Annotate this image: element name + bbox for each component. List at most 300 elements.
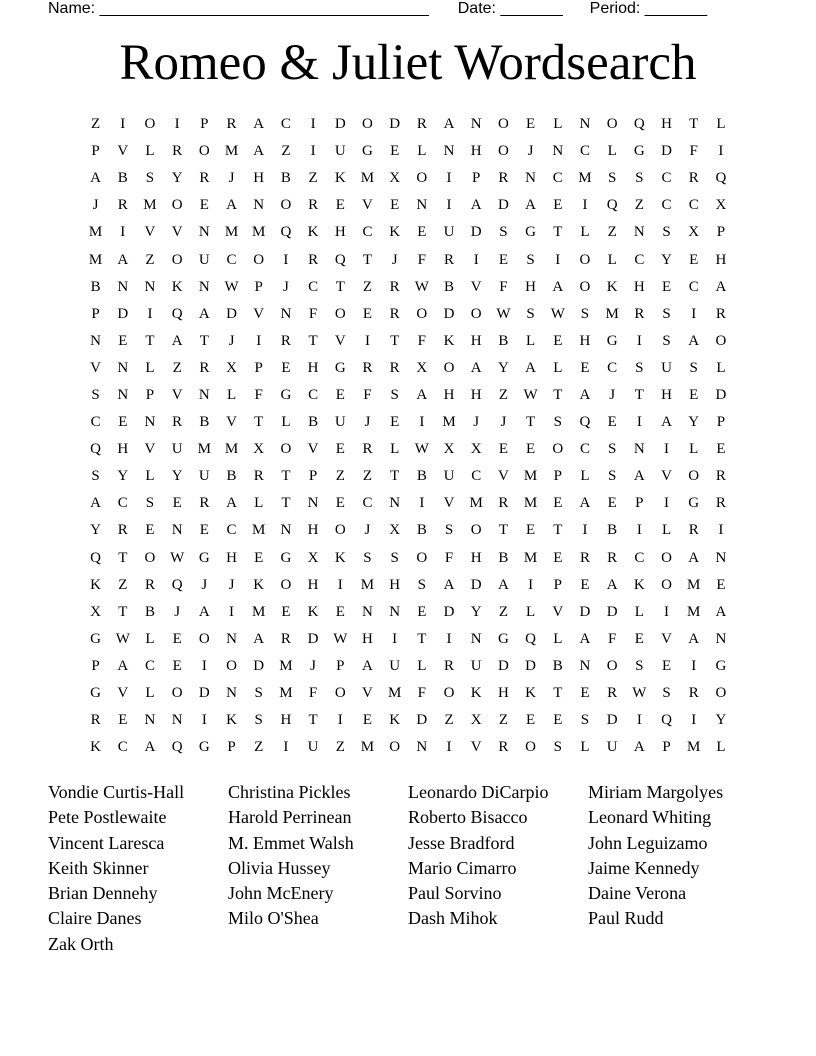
grid-letter: I — [337, 712, 343, 729]
grid-letter: L — [689, 441, 699, 458]
grid-letter: I — [310, 143, 316, 160]
grid-letter: V — [334, 332, 346, 349]
grid-letter: F — [417, 685, 427, 702]
grid-letter: T — [553, 522, 563, 539]
grid-row — [82, 517, 735, 544]
grid-letter: Q — [171, 739, 183, 756]
grid-letter: T — [199, 332, 209, 349]
grid-letter: H — [443, 386, 455, 403]
grid-letter: B — [498, 549, 509, 566]
grid-letter: L — [716, 359, 726, 376]
grid-letter: P — [336, 657, 345, 674]
grid-letter: D — [525, 657, 537, 674]
grid-letter: G — [280, 386, 292, 403]
grid-letter: W — [414, 441, 429, 458]
grid-letter: E — [118, 332, 128, 349]
word-list-item: Olivia Hussey — [228, 857, 331, 878]
grid-letter: I — [446, 739, 452, 756]
grid-letter: G — [497, 630, 509, 647]
grid-letter: R — [715, 305, 726, 322]
grid-letter: C — [362, 224, 373, 241]
grid-letter: O — [226, 657, 237, 674]
grid-letter: E — [390, 414, 400, 431]
word-list-item: Claire Danes — [48, 908, 142, 929]
grid-letter: T — [308, 332, 318, 349]
grid-letter: U — [389, 657, 401, 674]
grid-letter: Z — [498, 712, 508, 729]
grid-letter: J — [228, 576, 235, 593]
grid-letter: L — [580, 224, 590, 241]
grid-letter: M — [687, 739, 701, 756]
grid-letter: X — [715, 197, 727, 214]
grid-letter: S — [363, 549, 372, 566]
grid-letter: H — [307, 522, 319, 539]
grid-letter: T — [335, 278, 345, 295]
word-list-item: Dash Mihok — [408, 908, 498, 929]
grid-letter: S — [580, 712, 590, 729]
grid-letter: E — [689, 251, 699, 268]
grid-letter: H — [226, 549, 237, 566]
grid-letter: A — [688, 549, 700, 566]
grid-letter: F — [254, 386, 263, 403]
grid-letter: A — [117, 251, 129, 268]
grid-letter: R — [144, 576, 155, 593]
grid-letter: E — [335, 386, 345, 403]
grid-letter: H — [661, 386, 672, 403]
grid-row — [82, 572, 735, 599]
grid-letter: O — [470, 522, 482, 539]
grid-letter: O — [715, 685, 727, 702]
grid-letter: I — [664, 603, 670, 620]
grid-letter: Z — [145, 251, 155, 268]
grid-letter: E — [526, 712, 536, 729]
grid-letter: M — [224, 143, 239, 160]
grid-letter: S — [417, 576, 427, 593]
grid-letter: U — [307, 739, 319, 756]
grid-letter: D — [307, 630, 319, 647]
grid-row — [82, 355, 735, 382]
grid-letter: A — [226, 495, 237, 512]
grid-letter: K — [334, 549, 346, 566]
grid-letter: T — [145, 332, 155, 349]
grid-letter: R — [308, 251, 319, 268]
grid-letter: I — [419, 414, 425, 431]
grid-letter: E — [580, 576, 590, 593]
grid-letter: H — [362, 630, 373, 647]
grid-row — [82, 734, 735, 761]
grid-letter: L — [145, 359, 155, 376]
grid-letter: N — [171, 712, 183, 729]
word-list-item: John McEnery — [228, 883, 334, 904]
grid-letter: X — [389, 522, 401, 539]
grid-letter: T — [553, 685, 563, 702]
grid-row — [82, 328, 735, 355]
grid-letter: L — [145, 143, 155, 160]
grid-letter: I — [283, 251, 289, 268]
grid-letter: M — [279, 657, 293, 674]
grid-letter: E — [526, 116, 536, 133]
grid-letter: T — [417, 630, 427, 647]
grid-letter: L — [281, 414, 291, 431]
grid-letter: O — [688, 468, 700, 485]
grid-letter: O — [606, 657, 618, 674]
grid-letter: V — [661, 630, 672, 647]
grid-letter: D — [443, 305, 455, 322]
grid-row — [82, 246, 735, 273]
grid-letter: C — [226, 251, 237, 268]
grid-letter: N — [253, 197, 265, 214]
grid-letter: M — [224, 224, 239, 241]
grid-letter: Z — [498, 386, 508, 403]
grid-letter: O — [443, 685, 455, 702]
word-list-item: Miriam Margolyes — [588, 782, 724, 802]
grid-letter: I — [201, 657, 207, 674]
grid-letter: O — [443, 359, 455, 376]
grid-letter: W — [550, 305, 565, 322]
grid-letter: Y — [715, 712, 727, 729]
grid-letter: P — [635, 495, 644, 512]
grid-letter: A — [579, 495, 591, 512]
grid-letter: A — [416, 386, 428, 403]
grid-letter: C — [90, 414, 101, 431]
grid-letter: D — [606, 712, 618, 729]
grid-letter: N — [470, 116, 482, 133]
grid-letter: A — [253, 143, 265, 160]
grid-letter: R — [688, 685, 699, 702]
grid-letter: N — [117, 386, 129, 403]
word-list-item: Leonard Whiting — [588, 807, 712, 828]
grid-letter: A — [253, 630, 265, 647]
word-list-item: Leonardo DiCarpio — [408, 782, 549, 802]
grid-letter: I — [446, 197, 452, 214]
grid-letter: E — [199, 197, 209, 214]
grid-letter: E — [362, 305, 373, 322]
grid-letter: T — [362, 251, 373, 268]
grid-letter: R — [498, 170, 509, 187]
grid-letter: E — [417, 603, 427, 620]
grid-letter: S — [499, 224, 508, 241]
grid-letter: E — [172, 495, 182, 512]
grid-letter: A — [443, 576, 455, 593]
word-list — [48, 780, 788, 957]
grid-letter: I — [473, 251, 479, 268]
grid-letter: T — [526, 414, 536, 431]
grid-letter: W — [523, 386, 538, 403]
grid-letter: B — [444, 278, 455, 295]
grid-letter: U — [606, 739, 618, 756]
grid-letter: I — [691, 657, 697, 674]
grid-letter: V — [443, 495, 455, 512]
grid-letter: A — [497, 576, 509, 593]
grid-letter: X — [253, 441, 265, 458]
grid-letter: Q — [525, 630, 537, 647]
grid-letter: V — [117, 685, 129, 702]
grid-letter: A — [198, 603, 210, 620]
grid-letter: E — [716, 441, 726, 458]
grid-letter: N — [307, 495, 319, 512]
grid-letter: D — [579, 603, 591, 620]
date-label: Date: — [457, 0, 496, 17]
grid-letter: M — [523, 495, 538, 512]
grid-letter: D — [253, 657, 265, 674]
grid-letter: Q — [90, 549, 102, 566]
grid-letter: U — [198, 251, 210, 268]
word-list-item — [408, 932, 588, 957]
grid-letter: X — [90, 603, 102, 620]
grid-letter: D — [389, 116, 401, 133]
grid-letter: N — [389, 495, 401, 512]
grid-letter: U — [171, 441, 183, 458]
grid-letter: T — [254, 414, 264, 431]
grid-letter: O — [525, 739, 537, 756]
grid-letter: O — [280, 197, 292, 214]
grid-letter: A — [552, 278, 564, 295]
grid-letter: K — [171, 278, 183, 295]
grid-letter: I — [636, 712, 642, 729]
grid-row — [82, 409, 735, 436]
grid-letter: R — [172, 414, 183, 431]
grid-letter: P — [662, 739, 671, 756]
grid-letter: G — [280, 549, 292, 566]
grid-letter: M — [360, 170, 375, 187]
grid-letter: J — [500, 414, 507, 431]
grid-letter: P — [553, 468, 562, 485]
grid-letter: R — [444, 657, 455, 674]
grid-letter: O — [334, 522, 346, 539]
grid-letter: V — [470, 739, 482, 756]
grid-letter: Y — [470, 603, 482, 620]
grid-letter: R — [199, 359, 210, 376]
grid-letter: O — [171, 197, 183, 214]
grid-letter: X — [226, 359, 237, 376]
grid-letter: E — [526, 522, 536, 539]
grid-letter: I — [446, 630, 452, 647]
grid-letter: V — [470, 278, 482, 295]
grid-letter: T — [689, 116, 699, 133]
grid-letter: R — [226, 116, 237, 133]
grid-letter: O — [715, 332, 727, 349]
grid-letter: H — [470, 386, 482, 403]
grid-letter: S — [662, 332, 671, 349]
grid-letter: U — [334, 143, 346, 160]
grid-letter: N — [280, 522, 292, 539]
grid-letter: Q — [280, 224, 292, 241]
grid-letter: Q — [661, 712, 672, 729]
grid-letter: P — [716, 414, 726, 431]
grid-letter: L — [226, 386, 237, 403]
grid-letter: A — [633, 468, 645, 485]
grid-letter: C — [144, 657, 155, 674]
grid-letter: R — [498, 739, 509, 756]
grid-letter: E — [172, 630, 182, 647]
grid-letter: D — [661, 143, 672, 160]
grid-letter: D — [497, 657, 509, 674]
word-list-item — [588, 932, 768, 957]
name-blank: _____________________________________ — [99, 0, 429, 17]
grid-letter: R — [634, 305, 645, 322]
grid-letter: P — [145, 386, 155, 403]
grid-letter: L — [553, 116, 563, 133]
grid-letter: N — [226, 630, 237, 647]
grid-letter: S — [91, 386, 100, 403]
grid-letter: V — [552, 603, 564, 620]
grid-letter: A — [226, 197, 237, 214]
grid-letter: D — [470, 224, 482, 241]
grid-letter: R — [389, 305, 400, 322]
grid-letter: H — [307, 359, 319, 376]
grid-letter: L — [417, 143, 427, 160]
grid-letter: E — [335, 441, 345, 458]
grid-letter: Y — [497, 359, 509, 376]
grid-letter: L — [580, 739, 590, 756]
grid-letter: I — [201, 712, 207, 729]
grid-letter: N — [171, 522, 183, 539]
grid-letter: U — [661, 359, 672, 376]
grid-letter: E — [390, 197, 400, 214]
grid-letter: N — [633, 441, 645, 458]
grid-letter: J — [174, 603, 181, 620]
grid-letter: Y — [661, 251, 672, 268]
grid-letter: Q — [171, 305, 183, 322]
grid-letter: G — [198, 549, 210, 566]
grid-letter: L — [145, 468, 155, 485]
grid-letter: S — [145, 170, 155, 187]
grid-letter: I — [555, 251, 561, 268]
grid-letter: L — [634, 603, 644, 620]
grid-letter: L — [526, 332, 536, 349]
grid-letter: Z — [308, 170, 318, 187]
grid-letter: A — [117, 657, 129, 674]
grid-letter: U — [470, 657, 482, 674]
grid-letter: J — [391, 251, 398, 268]
grid-letter: E — [362, 712, 373, 729]
grid-letter: F — [444, 549, 454, 566]
grid-letter: Z — [118, 576, 128, 593]
grid-letter: G — [198, 739, 210, 756]
grid-letter: O — [144, 549, 156, 566]
grid-letter: O — [362, 116, 373, 133]
grid-letter: K — [633, 576, 645, 593]
grid-letter: A — [715, 603, 727, 620]
grid-row — [82, 599, 735, 626]
grid-letter: U — [443, 224, 455, 241]
grid-letter: N — [416, 197, 428, 214]
word-list-item: Roberto Bisacco — [408, 807, 528, 828]
grid-letter: G — [362, 143, 373, 160]
grid-letter: K — [443, 332, 455, 349]
grid-letter: S — [607, 468, 617, 485]
grid-letter: Z — [607, 224, 617, 241]
grid-letter: S — [444, 522, 454, 539]
grid-letter: J — [201, 576, 208, 593]
grid-letter: N — [443, 143, 455, 160]
grid-letter: F — [607, 630, 617, 647]
grid-letter: Z — [362, 468, 373, 485]
grid-letter: B — [226, 468, 237, 485]
grid-letter: E — [689, 386, 699, 403]
grid-letter: N — [117, 278, 129, 295]
grid-letter: N — [90, 332, 102, 349]
grid-letter: S — [145, 495, 155, 512]
grid-letter: T — [308, 712, 318, 729]
grid-letter: A — [171, 332, 183, 349]
grid-letter: O — [579, 278, 591, 295]
grid-letter: A — [90, 495, 102, 512]
grid-letter: L — [417, 657, 427, 674]
grid-letter: E — [553, 495, 563, 512]
grid-letter: K — [334, 170, 346, 187]
grid-letter: R — [280, 332, 291, 349]
grid-letter: H — [633, 278, 645, 295]
grid-letter: F — [363, 386, 372, 403]
grid-letter: O — [198, 630, 210, 647]
grid-letter: E — [716, 576, 726, 593]
word-list-item: John Leguizamo — [588, 832, 708, 853]
word-list-item: Vincent Laresca — [48, 832, 165, 853]
word-list-item: Jaime Kennedy — [588, 857, 700, 878]
grid-letter: O — [253, 251, 265, 268]
grid-letter: N — [579, 116, 591, 133]
grid-letter: P — [308, 468, 318, 485]
grid-letter: D — [117, 305, 129, 322]
grid-letter: J — [282, 278, 289, 295]
grid-letter: E — [661, 278, 672, 295]
word-list-item: Keith Skinner — [48, 857, 149, 878]
grid-letter: X — [688, 224, 700, 241]
word-list-item: Jesse Bradford — [408, 832, 515, 853]
grid-letter: S — [607, 170, 617, 187]
grid-letter: N — [198, 386, 210, 403]
grid-letter: D — [715, 386, 727, 403]
grid-row — [82, 274, 735, 301]
grid-letter: E — [281, 603, 291, 620]
grid-letter: R — [715, 468, 726, 485]
grid-letter: O — [171, 251, 183, 268]
grid-letter: D — [606, 603, 618, 620]
grid-letter: S — [635, 359, 644, 376]
grid-letter: D — [443, 603, 455, 620]
grid-letter: P — [91, 657, 100, 674]
grid-letter: E — [498, 441, 508, 458]
grid-letter: I — [364, 332, 370, 349]
grid-row — [82, 463, 735, 490]
grid-letter: R — [172, 143, 183, 160]
word-list-item: M. Emmet Walsh — [228, 832, 354, 853]
grid-letter: H — [579, 332, 591, 349]
grid-letter: S — [607, 441, 617, 458]
grid-row — [82, 192, 735, 219]
grid-letter: T — [498, 522, 508, 539]
grid-letter: N — [117, 359, 129, 376]
grid-letter: S — [526, 305, 535, 322]
grid-letter: C — [579, 143, 590, 160]
grid-letter: R — [253, 468, 264, 485]
grid-letter: E — [580, 359, 590, 376]
grid-row — [82, 707, 735, 734]
grid-letter: A — [362, 657, 373, 674]
grid-row — [82, 165, 735, 192]
word-list-item: Zak Orth — [48, 933, 114, 954]
grid-letter: C — [634, 251, 645, 268]
grid-letter: L — [254, 495, 264, 512]
grid-letter: I — [229, 603, 235, 620]
grid-letter: C — [117, 739, 128, 756]
grid-letter: J — [310, 657, 317, 674]
grid-letter: O — [334, 685, 346, 702]
grid-letter: O — [552, 441, 564, 458]
grid-letter: L — [661, 522, 672, 539]
grid-letter: X — [443, 441, 455, 458]
